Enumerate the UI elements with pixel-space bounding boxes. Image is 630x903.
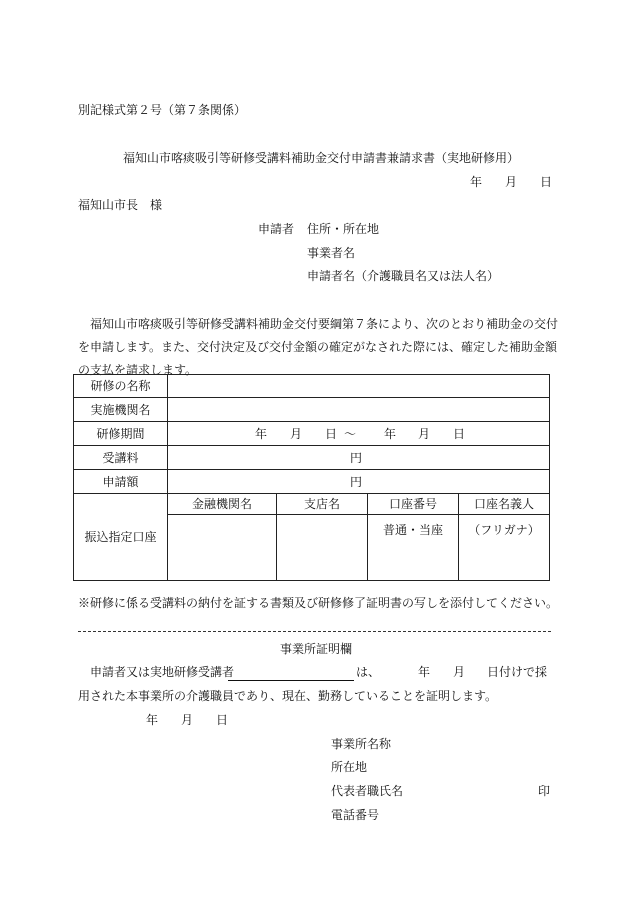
institution-field[interactable] bbox=[168, 398, 550, 422]
phone-label: 電話番号 bbox=[331, 808, 380, 822]
amount-label: 申請額 bbox=[74, 470, 168, 494]
certificate-line-1a: 申請者又は実地研修受講者 bbox=[90, 665, 235, 679]
period-year-1: 年 bbox=[255, 427, 268, 441]
applicant-address-label: 住所・所在地 bbox=[307, 222, 380, 236]
certificate-hire-day: 日付けで採 bbox=[487, 665, 548, 679]
period-month-2: 月 bbox=[418, 427, 431, 441]
training-name-label: 研修の名称 bbox=[74, 375, 168, 398]
office-name-label: 事業所名称 bbox=[331, 737, 392, 751]
fee-unit: 円 bbox=[350, 451, 363, 465]
bank-name-field[interactable] bbox=[168, 515, 277, 581]
application-table bbox=[73, 374, 550, 581]
certificate-date-year: 年 bbox=[146, 713, 159, 727]
certificate-line-2: 用された本事業所の介護職員であり、現在、勤務していることを証明します。 bbox=[78, 689, 498, 703]
amount-unit: 円 bbox=[350, 475, 363, 489]
header-date-year: 年 bbox=[470, 175, 483, 189]
fee-label: 受講料 bbox=[74, 446, 168, 470]
certificate-hire-month: 月 bbox=[453, 665, 466, 679]
seal-mark: 印 bbox=[538, 784, 551, 798]
certificate-date-month: 月 bbox=[181, 713, 194, 727]
account-number-field[interactable] bbox=[368, 515, 459, 581]
addressee: 福知山市長 様 bbox=[78, 198, 163, 212]
period-field[interactable] bbox=[168, 422, 550, 446]
page-title: 福知山市喀痰吸引等研修受講料補助金交付申請書兼請求書（実地研修用） bbox=[123, 151, 520, 165]
bank-name-header: 金融機関名 bbox=[168, 494, 277, 515]
holder-kana-label: （フリガナ） bbox=[468, 523, 540, 537]
institution-label: 実施機関名 bbox=[74, 398, 168, 422]
header-date-month: 月 bbox=[505, 175, 518, 189]
period-year-2: 年 bbox=[384, 427, 397, 441]
office-location-label: 所在地 bbox=[331, 760, 368, 774]
account-type: 普通・当座 bbox=[382, 523, 443, 537]
body-text-line-3: の支払を請求します。 bbox=[78, 363, 198, 377]
period-month-1: 月 bbox=[290, 427, 303, 441]
certificate-title: 事業所証明欄 bbox=[280, 642, 353, 656]
applicant-label: 申請者 bbox=[258, 222, 295, 236]
applicant-name-label: 申請者名（介護職員名又は法人名） bbox=[307, 269, 500, 283]
divider-dashed bbox=[78, 631, 551, 632]
trainee-name-underline[interactable] bbox=[228, 680, 354, 681]
branch-header: 支店名 bbox=[277, 494, 368, 515]
attachment-note: ※研修に係る受講料の納付を証する書類及び研修修了証明書の写しを添付してください。 bbox=[78, 596, 559, 610]
representative-label: 代表者職氏名 bbox=[331, 784, 404, 798]
account-number-header: 口座番号 bbox=[368, 494, 459, 515]
body-text-line-2: を申請します。また、交付決定及び交付金額の確定がなされた際には、確定した補助金額 bbox=[78, 340, 558, 354]
account-holder-header: 口座名義人 bbox=[459, 494, 550, 515]
fee-field[interactable] bbox=[168, 446, 550, 470]
certificate-date-day: 日 bbox=[216, 713, 229, 727]
body-text-line-1: 福知山市喀痰吸引等研修受講料補助金交付要綱第７条により、次のとおり補助金の交付 bbox=[90, 317, 559, 331]
certificate-line-1b: は、 bbox=[356, 665, 381, 679]
period-separator: ～ bbox=[344, 427, 357, 441]
certificate-hire-year: 年 bbox=[418, 665, 431, 679]
period-label: 研修期間 bbox=[74, 422, 168, 446]
header-date-day: 日 bbox=[540, 175, 553, 189]
bank-account-label: 振込指定口座 bbox=[74, 494, 168, 581]
account-holder-field[interactable] bbox=[459, 515, 550, 581]
form-number: 別記様式第２号（第７条関係） bbox=[78, 103, 247, 117]
training-name-field[interactable] bbox=[168, 375, 550, 398]
period-day-2: 日 bbox=[453, 427, 466, 441]
applicant-business-label: 事業者名 bbox=[307, 246, 356, 260]
amount-field[interactable] bbox=[168, 470, 550, 494]
period-day-1: 日 bbox=[325, 427, 338, 441]
branch-field[interactable] bbox=[277, 515, 368, 581]
